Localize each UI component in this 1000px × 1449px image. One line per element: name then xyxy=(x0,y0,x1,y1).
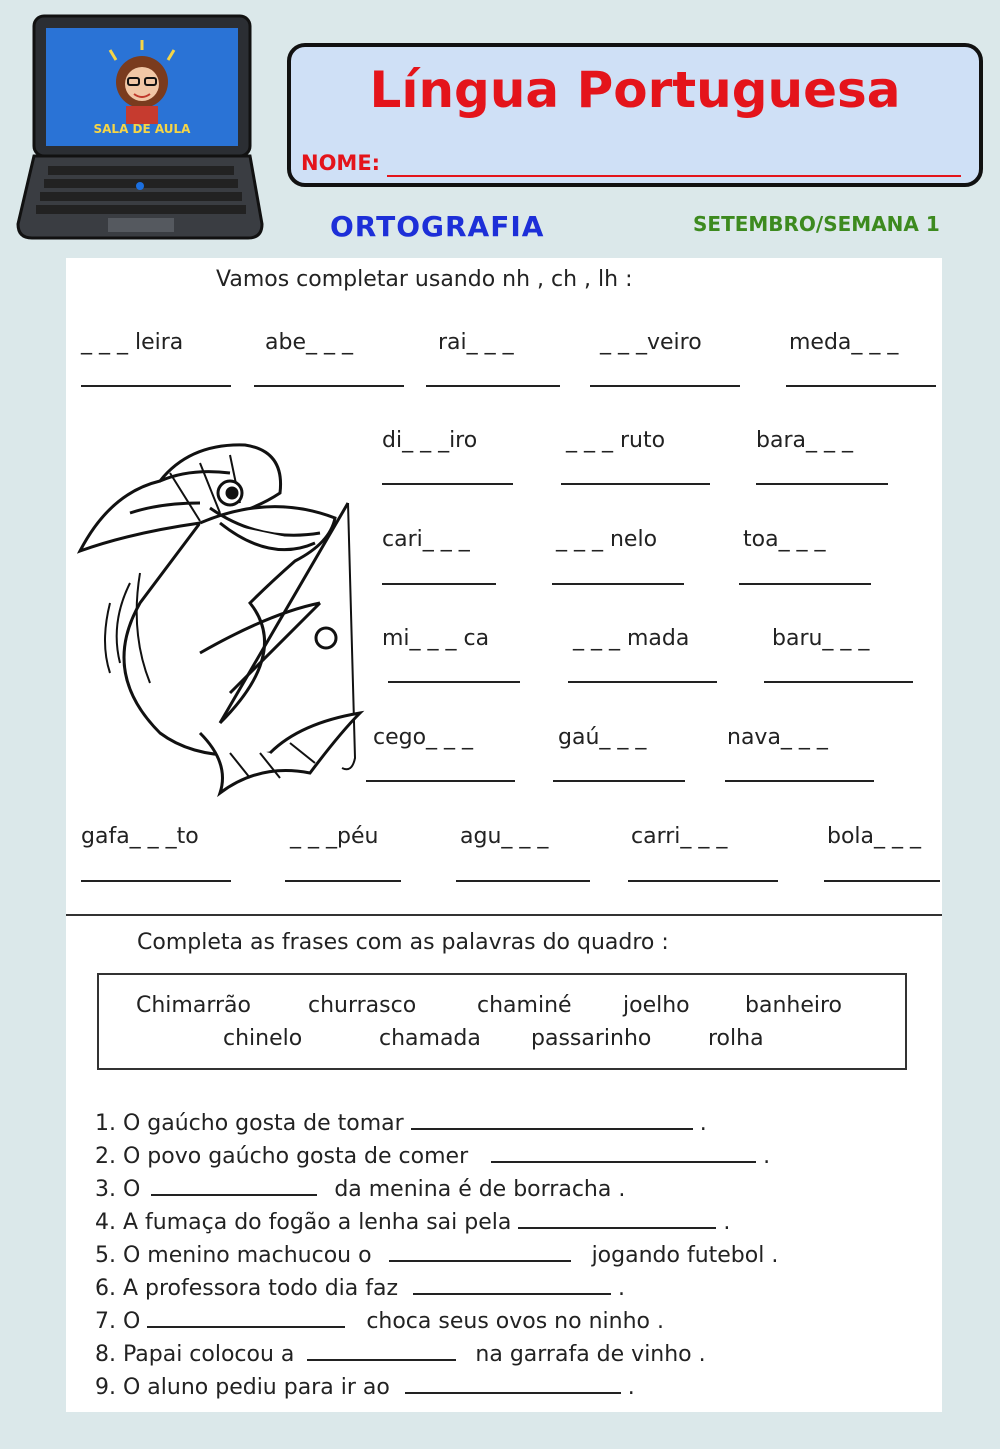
answer-line[interactable] xyxy=(628,880,778,882)
section-divider xyxy=(66,914,942,916)
word-bank-box xyxy=(97,973,907,1070)
sentence-text: . xyxy=(692,1111,707,1136)
sentence-text: . xyxy=(620,1375,635,1400)
answer-line[interactable] xyxy=(426,385,560,387)
word-item: carri_ _ _ xyxy=(631,824,728,849)
sentence-text: 4. A fumaça do fogão a lenha sai pela xyxy=(95,1210,512,1235)
sentence-blank[interactable] xyxy=(151,1176,317,1196)
sentence xyxy=(95,1209,730,1235)
answer-line[interactable] xyxy=(285,880,401,882)
answer-line[interactable] xyxy=(561,483,710,485)
title-box xyxy=(287,43,983,187)
sentence-text: 1. O gaúcho gosta de tomar xyxy=(95,1111,404,1136)
word-item: cego_ _ _ xyxy=(373,725,474,750)
word-bank-item: Chimarrão xyxy=(136,993,251,1018)
sentence-text: . xyxy=(756,1144,771,1169)
sentence-blank[interactable] xyxy=(389,1242,571,1262)
word-item: gaú_ _ _ xyxy=(558,725,647,750)
answer-line[interactable] xyxy=(552,583,684,585)
sentence-text: 2. O povo gaúcho gosta de comer xyxy=(95,1144,469,1169)
sentence-blank[interactable] xyxy=(491,1143,756,1163)
answer-line[interactable] xyxy=(739,583,871,585)
answer-line[interactable] xyxy=(786,385,936,387)
sentence xyxy=(95,1275,625,1301)
sentence xyxy=(95,1308,664,1334)
exercise2-instruction: Completa as frases com as palavras do quadro : xyxy=(137,930,669,955)
sentence-text: jogando futebol . xyxy=(591,1243,779,1268)
word-item: agu_ _ _ xyxy=(460,824,549,849)
sentence xyxy=(95,1242,778,1268)
nome-field[interactable] xyxy=(387,175,961,177)
sentence-text: da menina é de borracha . xyxy=(334,1177,626,1202)
sentence-text: 3. O xyxy=(95,1177,141,1202)
sentence-blank[interactable] xyxy=(405,1374,621,1394)
answer-line[interactable] xyxy=(725,780,874,782)
sentence-text: . xyxy=(611,1276,626,1301)
answer-line[interactable] xyxy=(824,880,940,882)
sentence-blank[interactable] xyxy=(307,1341,456,1361)
sentence xyxy=(95,1143,770,1169)
fish-illustration xyxy=(70,433,368,798)
answer-line[interactable] xyxy=(764,681,913,683)
word-item: _ _ _ mada xyxy=(573,626,690,651)
word-bank-item: churrasco xyxy=(308,993,417,1018)
sentence-text: 5. O menino machucou o xyxy=(95,1243,372,1268)
word-item: bara_ _ _ xyxy=(756,428,853,453)
word-bank-item: chamada xyxy=(379,1026,481,1051)
answer-line[interactable] xyxy=(81,880,231,882)
word-item: _ _ _ nelo xyxy=(556,527,658,552)
week-label: SETEMBRO/SEMANA 1 xyxy=(693,212,940,236)
logo-text: SALA DE AULA xyxy=(93,122,191,136)
word-bank-item: chinelo xyxy=(223,1026,303,1051)
answer-line[interactable] xyxy=(568,681,717,683)
word-bank-item: passarinho xyxy=(531,1026,652,1051)
sentence-text: . xyxy=(716,1210,731,1235)
word-item: meda_ _ _ xyxy=(789,330,899,355)
exercise1-instruction: Vamos completar usando nh , ch , lh : xyxy=(216,267,633,292)
answer-line[interactable] xyxy=(366,780,515,782)
word-item: cari_ _ _ xyxy=(382,527,470,552)
answer-line[interactable] xyxy=(553,780,685,782)
answer-line[interactable] xyxy=(590,385,740,387)
word-bank-item: rolha xyxy=(708,1026,764,1051)
sentence xyxy=(95,1176,625,1202)
word-item: nava_ _ _ xyxy=(727,725,828,750)
nome-label: NOME: xyxy=(301,151,381,175)
sentence-text: 7. O xyxy=(95,1309,141,1334)
answer-line[interactable] xyxy=(254,385,404,387)
sentence-text: na garrafa de vinho . xyxy=(475,1342,706,1367)
sentence-text: choca seus ovos no ninho . xyxy=(366,1309,664,1334)
word-item: bola_ _ _ xyxy=(827,824,922,849)
sentence-text: 8. Papai colocou a xyxy=(95,1342,295,1367)
sentence xyxy=(95,1374,635,1400)
word-item: mi_ _ _ ca xyxy=(382,626,490,651)
word-item: _ _ _veiro xyxy=(600,330,702,355)
sentence-text: 9. O aluno pediu para ir ao xyxy=(95,1375,390,1400)
word-item: gafa_ _ _to xyxy=(81,824,199,849)
answer-line[interactable] xyxy=(388,681,520,683)
sentence-blank[interactable] xyxy=(413,1275,611,1295)
laptop-logo xyxy=(14,14,266,246)
answer-line[interactable] xyxy=(382,583,496,585)
word-item: di_ _ _iro xyxy=(382,428,478,453)
word-item: _ _ _ ruto xyxy=(566,428,666,453)
sentence xyxy=(95,1341,706,1367)
sentence xyxy=(95,1110,707,1136)
word-bank-item: chaminé xyxy=(477,993,572,1018)
word-item: toa_ _ _ xyxy=(743,527,826,552)
answer-line[interactable] xyxy=(81,385,231,387)
word-item: baru_ _ _ xyxy=(772,626,870,651)
page-title: Língua Portuguesa xyxy=(369,61,901,119)
sentence-blank[interactable] xyxy=(147,1308,345,1328)
answer-line[interactable] xyxy=(382,483,513,485)
word-item: rai_ _ _ xyxy=(438,330,514,355)
worksheet xyxy=(66,258,942,1412)
sentence-blank[interactable] xyxy=(518,1209,716,1229)
sentence-text: 6. A professora todo dia faz xyxy=(95,1276,399,1301)
word-bank-item: joelho xyxy=(623,993,690,1018)
word-item: abe_ _ _ xyxy=(265,330,353,355)
answer-line[interactable] xyxy=(756,483,888,485)
answer-line[interactable] xyxy=(456,880,590,882)
sentence-blank[interactable] xyxy=(411,1110,693,1130)
word-item: _ _ _péu xyxy=(290,824,379,849)
word-bank-item: banheiro xyxy=(745,993,843,1018)
word-item: _ _ _ leira xyxy=(81,330,184,355)
subject-heading: ORTOGRAFIA xyxy=(330,210,545,243)
